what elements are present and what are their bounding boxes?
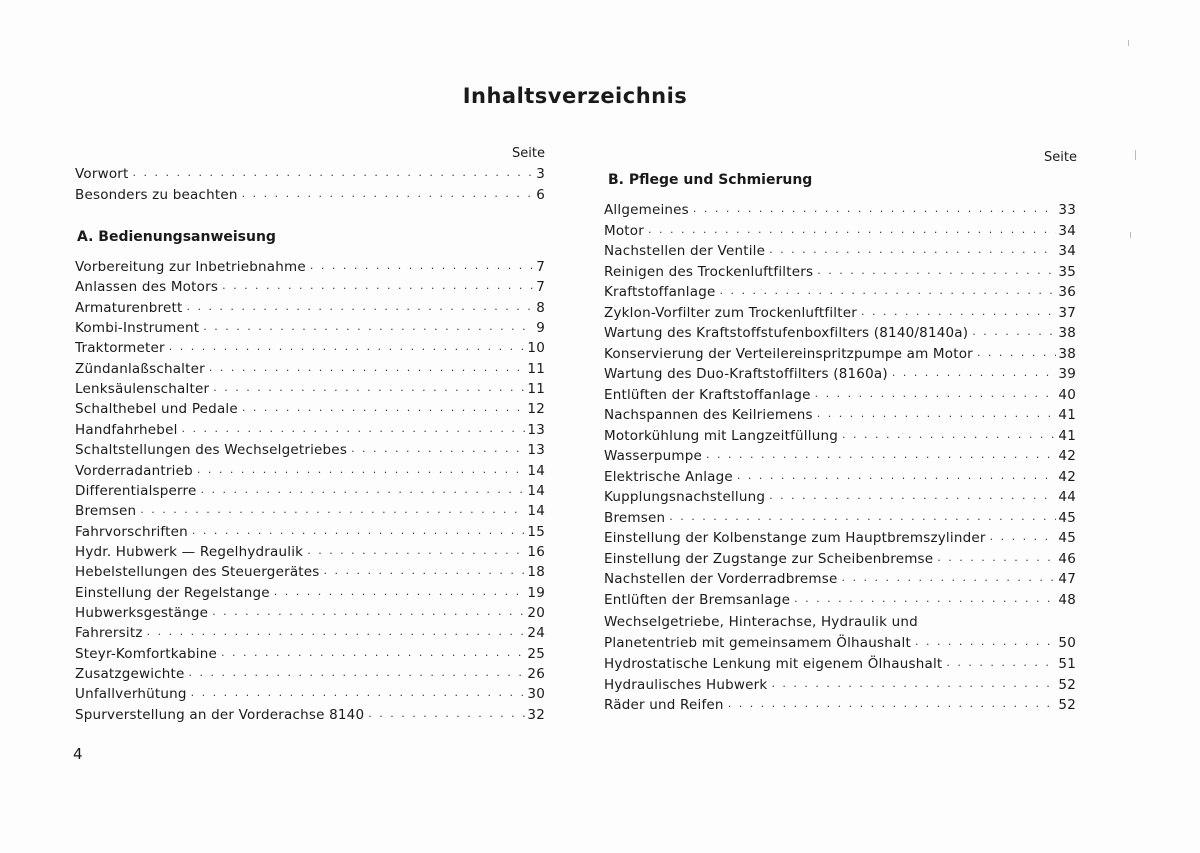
leader-dots bbox=[842, 571, 1057, 585]
toc-entry-page: 30 bbox=[527, 686, 545, 703]
leader-dots bbox=[213, 381, 525, 395]
toc-entry bbox=[75, 255, 545, 275]
leader-dots bbox=[133, 166, 535, 180]
toc-entry-text: Kupplungsnachstellung bbox=[604, 489, 766, 505]
leader-dots bbox=[794, 592, 1056, 606]
toc-entry-page: 14 bbox=[527, 462, 545, 479]
toc-entry bbox=[75, 275, 545, 295]
leader-dots bbox=[706, 448, 1056, 462]
toc-entry-text: Zündanlaßschalter bbox=[75, 360, 205, 377]
toc-entry-text: Armaturenbrett bbox=[75, 299, 183, 316]
toc-entry-page: 18 bbox=[527, 564, 545, 581]
toc-entry bbox=[75, 418, 545, 438]
toc-entry bbox=[75, 703, 545, 723]
leader-dots bbox=[769, 489, 1056, 503]
toc-entry bbox=[75, 438, 545, 458]
leader-dots bbox=[915, 635, 1056, 649]
toc-entry-text: Nachspannen des Keilriemens bbox=[604, 407, 813, 423]
toc-entry-page: 34 bbox=[1058, 243, 1076, 259]
toc-entry bbox=[75, 520, 545, 540]
toc-entry-text: Anlassen des Motors bbox=[75, 279, 219, 296]
section-b-heading: B. Pflege und Schmierung bbox=[608, 172, 813, 188]
toc-entry-page: 14 bbox=[527, 503, 545, 520]
leader-dots bbox=[817, 407, 1057, 421]
toc-entry bbox=[604, 693, 1076, 713]
leader-dots bbox=[771, 677, 1056, 691]
scan-edge-mark bbox=[1128, 40, 1129, 46]
leader-dots bbox=[815, 387, 1057, 401]
toc-entry-page: 11 bbox=[527, 360, 545, 377]
toc-entry-page: 44 bbox=[1058, 489, 1076, 505]
toc-entry-text: Traktormeter bbox=[75, 340, 165, 357]
leader-dots bbox=[937, 551, 1056, 565]
section-a-heading: A. Bedienungsanweisung bbox=[77, 229, 276, 245]
leader-dots bbox=[720, 284, 1057, 298]
toc-entry-page: 40 bbox=[1058, 386, 1076, 403]
leader-dots bbox=[222, 279, 534, 293]
toc-entry-page: 42 bbox=[1058, 448, 1076, 464]
toc-entry-text: Handfahrhebel bbox=[75, 421, 178, 438]
toc-entry-text: Wasserpumpe bbox=[604, 448, 703, 464]
toc-entry bbox=[604, 239, 1076, 259]
toc-entry-page: 13 bbox=[527, 442, 545, 459]
toc-entry-text: Hubwerksgestänge bbox=[75, 604, 209, 621]
leader-dots bbox=[669, 510, 1056, 524]
toc-entry-page: 38 bbox=[1058, 345, 1076, 362]
toc-entry bbox=[75, 459, 545, 479]
toc-entry bbox=[604, 301, 1076, 321]
toc-entry-page: 16 bbox=[527, 543, 545, 560]
toc-entry-text: Hydr. Hubwerk — Regelhydraulik bbox=[75, 543, 304, 560]
toc-entry-text: Allgemeines bbox=[604, 202, 689, 218]
toc-entry bbox=[604, 362, 1076, 382]
toc-entry-text: Fahrvorschriften bbox=[75, 523, 188, 540]
leader-dots bbox=[186, 300, 534, 314]
toc-entry-text: Hebelstellungen des Steuergerätes bbox=[75, 564, 320, 581]
toc-entry bbox=[604, 219, 1076, 239]
toc-entry-text: Besonders zu beachten bbox=[75, 186, 238, 203]
toc-entry-page: 52 bbox=[1058, 676, 1076, 693]
toc-entry-text: Spurverstellung an der Vorderachse 8140 bbox=[75, 706, 365, 723]
toc-entry-page: 42 bbox=[1058, 468, 1076, 485]
toc-entry-text: Elektrische Anlage bbox=[604, 468, 733, 485]
leader-dots bbox=[324, 564, 526, 578]
toc-entry-text: Kraftstoffanlage bbox=[604, 284, 716, 300]
toc-entry bbox=[75, 183, 545, 203]
toc-entry-text: Steyr-Komfortkabine bbox=[75, 645, 217, 662]
toc-entry bbox=[75, 357, 545, 377]
leader-dots bbox=[212, 605, 525, 619]
toc-entry bbox=[75, 682, 545, 702]
toc-entry-text: Zyklon-Vorfilter zum Trockenluftfilter bbox=[604, 304, 857, 321]
toc-entry-text: Hydraulisches Hubwerk bbox=[604, 676, 768, 693]
leader-dots bbox=[351, 442, 525, 456]
leader-dots bbox=[946, 656, 1056, 670]
toc-entry-text: Nachstellen der Vorderradbremse bbox=[604, 571, 838, 587]
leader-dots bbox=[737, 469, 1057, 483]
toc-entry-page: 3 bbox=[536, 166, 545, 182]
toc-entry-text: Schaltstellungen des Wechselgetriebes bbox=[75, 442, 348, 459]
toc-entry bbox=[604, 652, 1076, 672]
leader-dots bbox=[648, 223, 1056, 237]
toc-entry-text: Differentialsperre bbox=[75, 482, 197, 499]
leader-dots bbox=[140, 503, 525, 517]
toc-entry bbox=[75, 581, 545, 601]
toc-entry bbox=[604, 280, 1076, 300]
toc-entry-page: 52 bbox=[1058, 697, 1076, 713]
leader-dots bbox=[189, 666, 526, 680]
toc-entry bbox=[604, 403, 1076, 423]
toc-entry bbox=[604, 424, 1076, 444]
toc-entry-multiline bbox=[604, 631, 1076, 651]
toc-entry-page: 50 bbox=[1058, 635, 1076, 651]
leader-dots bbox=[191, 686, 526, 700]
toc-entry-page: 34 bbox=[1058, 222, 1076, 239]
toc-entry bbox=[604, 485, 1076, 505]
scan-edge-mark bbox=[1135, 150, 1136, 160]
toc-entry-text: Einstellung der Zugstange zur Scheibenbremse bbox=[604, 550, 934, 567]
leader-dots bbox=[310, 259, 534, 273]
page-title: Inhaltsverzeichnis bbox=[462, 84, 688, 108]
toc-entry-text: Reinigen des Trockenluftfilters bbox=[604, 263, 814, 280]
leader-dots bbox=[147, 625, 526, 639]
toc-entry bbox=[604, 321, 1076, 341]
toc-entry bbox=[604, 465, 1076, 485]
toc-entry-text: Bremsen bbox=[604, 509, 666, 526]
toc-entry-page: 35 bbox=[1058, 263, 1076, 280]
leader-dots bbox=[977, 346, 1056, 360]
toc-entry-page: 47 bbox=[1058, 571, 1076, 587]
toc-entry-page: 39 bbox=[1058, 366, 1076, 382]
scan-edge-mark bbox=[1130, 232, 1131, 238]
toc-entry-text: Einstellung der Regelstange bbox=[75, 584, 270, 601]
toc-entry-page: 13 bbox=[527, 421, 545, 438]
toc-entry bbox=[604, 506, 1076, 526]
toc-entry bbox=[75, 316, 545, 336]
toc-entry-page: 45 bbox=[1058, 530, 1076, 546]
toc-entry-text: Vorwort bbox=[75, 166, 129, 182]
leader-dots bbox=[274, 585, 526, 599]
toc-entry bbox=[604, 567, 1076, 587]
toc-entry-text: Wartung des Duo-Kraftstoffilters (8160a) bbox=[604, 366, 888, 382]
leader-dots bbox=[861, 305, 1056, 319]
toc-entry-page: 9 bbox=[536, 320, 545, 337]
leader-dots bbox=[972, 325, 1056, 339]
toc-entry bbox=[75, 601, 545, 621]
leader-dots bbox=[242, 401, 526, 415]
toc-entry bbox=[75, 662, 545, 682]
leader-dots bbox=[242, 187, 535, 201]
toc-entry-page: 7 bbox=[536, 259, 545, 275]
toc-entry-page: 24 bbox=[527, 625, 545, 642]
toc-entry-page: 25 bbox=[527, 645, 545, 662]
toc-entry-text: Nachstellen der Ventile bbox=[604, 243, 766, 259]
toc-entry-page: 11 bbox=[527, 381, 545, 398]
toc-entry bbox=[604, 526, 1076, 546]
toc-entry-text: Wartung des Kraftstoffstufenboxfilters (8140/8140a) bbox=[604, 325, 969, 341]
toc-entry-page: 48 bbox=[1058, 591, 1076, 608]
toc-entry-text: Vorbereitung zur Inbetriebnahme bbox=[75, 259, 306, 275]
toc-entry-text: Entlüften der Kraftstoffanlage bbox=[604, 386, 811, 403]
toc-entry-page: 20 bbox=[527, 604, 545, 621]
toc-entry-page: 51 bbox=[1058, 656, 1076, 672]
toc-entry bbox=[604, 383, 1076, 403]
toc-entry-page: 26 bbox=[527, 666, 545, 682]
leader-dots bbox=[169, 340, 526, 354]
leader-dots bbox=[693, 202, 1056, 216]
toc-entry-page: 45 bbox=[1058, 509, 1076, 526]
toc-entry-page: 33 bbox=[1058, 202, 1076, 218]
seite-label-right: Seite bbox=[1044, 150, 1077, 165]
toc-entry-page: 32 bbox=[527, 706, 545, 723]
toc-entry-page: 15 bbox=[527, 523, 545, 540]
toc-entry-page: 19 bbox=[527, 584, 545, 601]
toc-entry-page: 46 bbox=[1058, 550, 1076, 567]
leader-dots bbox=[817, 264, 1056, 278]
leader-dots bbox=[368, 707, 525, 721]
toc-entry-page: 36 bbox=[1058, 284, 1076, 300]
toc-entry-text: Zusatzgewichte bbox=[75, 666, 185, 682]
toc-entry-text: Motor bbox=[604, 222, 645, 239]
toc-entry-text: Bremsen bbox=[75, 503, 137, 520]
toc-entry-text: Motorkühlung mit Langzeitfüllung bbox=[604, 427, 838, 444]
leader-dots bbox=[201, 483, 526, 497]
toc-entry-page: 14 bbox=[527, 482, 545, 499]
toc-entry-text: Hydrostatische Lenkung mit eigenem Ölhaushalt bbox=[604, 656, 943, 672]
toc-entry bbox=[75, 642, 545, 662]
leader-dots bbox=[182, 422, 526, 436]
toc-entry bbox=[604, 547, 1076, 567]
leader-dots bbox=[307, 544, 525, 558]
leader-dots bbox=[842, 428, 1056, 442]
toc-entry-text: Entlüften der Bremsanlage bbox=[604, 591, 791, 608]
toc-entry-page: 10 bbox=[527, 340, 545, 357]
leader-dots bbox=[203, 320, 534, 334]
toc-entry bbox=[75, 540, 545, 560]
toc-entry-text: Einstellung der Kolbenstange zum Hauptbremszylinder bbox=[604, 530, 986, 546]
toc-entry-text: Planetentrieb mit gemeinsamem Ölhaushalt bbox=[604, 635, 911, 651]
right-column bbox=[604, 0, 1076, 853]
toc-entry bbox=[75, 499, 545, 519]
toc-entry-text: Schalthebel und Pedale bbox=[75, 401, 238, 418]
leader-dots bbox=[192, 524, 526, 538]
toc-entry-page: 38 bbox=[1058, 325, 1076, 341]
toc-entry bbox=[75, 296, 545, 316]
toc-entry bbox=[604, 588, 1076, 608]
toc-entry-page: 7 bbox=[536, 279, 545, 296]
toc-entry-page: 8 bbox=[536, 299, 545, 316]
toc-entry bbox=[604, 444, 1076, 464]
toc-entry-page: 37 bbox=[1058, 304, 1076, 321]
toc-entry bbox=[75, 336, 545, 356]
toc-entry bbox=[75, 377, 545, 397]
toc-entry-text: Vorderradantrieb bbox=[75, 462, 193, 479]
left-column bbox=[75, 0, 545, 853]
toc-entry bbox=[75, 560, 545, 580]
toc-entry-text: Konservierung der Verteilereinspritzpumpe am Motor bbox=[604, 345, 973, 362]
leader-dots bbox=[990, 530, 1057, 544]
toc-entry-page: 6 bbox=[536, 186, 545, 203]
leader-dots bbox=[209, 361, 526, 375]
toc-entry bbox=[604, 342, 1076, 362]
toc-entry bbox=[75, 162, 545, 182]
leader-dots bbox=[197, 463, 526, 477]
toc-entry bbox=[75, 621, 545, 641]
toc-entry-page: 12 bbox=[527, 401, 545, 418]
toc-entry bbox=[75, 397, 545, 417]
toc-entry-multiline-line1: Wechselgetriebe, Hinterachse, Hydraulik und bbox=[604, 614, 918, 630]
toc-entry-text: Räder und Reifen bbox=[604, 697, 724, 713]
toc-entry bbox=[604, 260, 1076, 280]
toc-entry bbox=[75, 479, 545, 499]
toc-entry-text: Fahrersitz bbox=[75, 625, 143, 642]
toc-entry bbox=[604, 673, 1076, 693]
toc-entry-text: Unfallverhütung bbox=[75, 686, 187, 703]
toc-entry-text: Kombi-Instrument bbox=[75, 320, 200, 337]
toc-entry-text: Lenksäulenschalter bbox=[75, 381, 210, 398]
leader-dots bbox=[221, 646, 525, 660]
page-number: 4 bbox=[73, 745, 83, 763]
toc-entry bbox=[604, 198, 1076, 218]
leader-dots bbox=[892, 366, 1057, 380]
seite-label-left: Seite bbox=[512, 146, 545, 161]
toc-entry-page: 41 bbox=[1058, 407, 1076, 423]
leader-dots bbox=[769, 243, 1056, 257]
toc-entry-page: 41 bbox=[1058, 427, 1076, 444]
leader-dots bbox=[728, 697, 1057, 711]
